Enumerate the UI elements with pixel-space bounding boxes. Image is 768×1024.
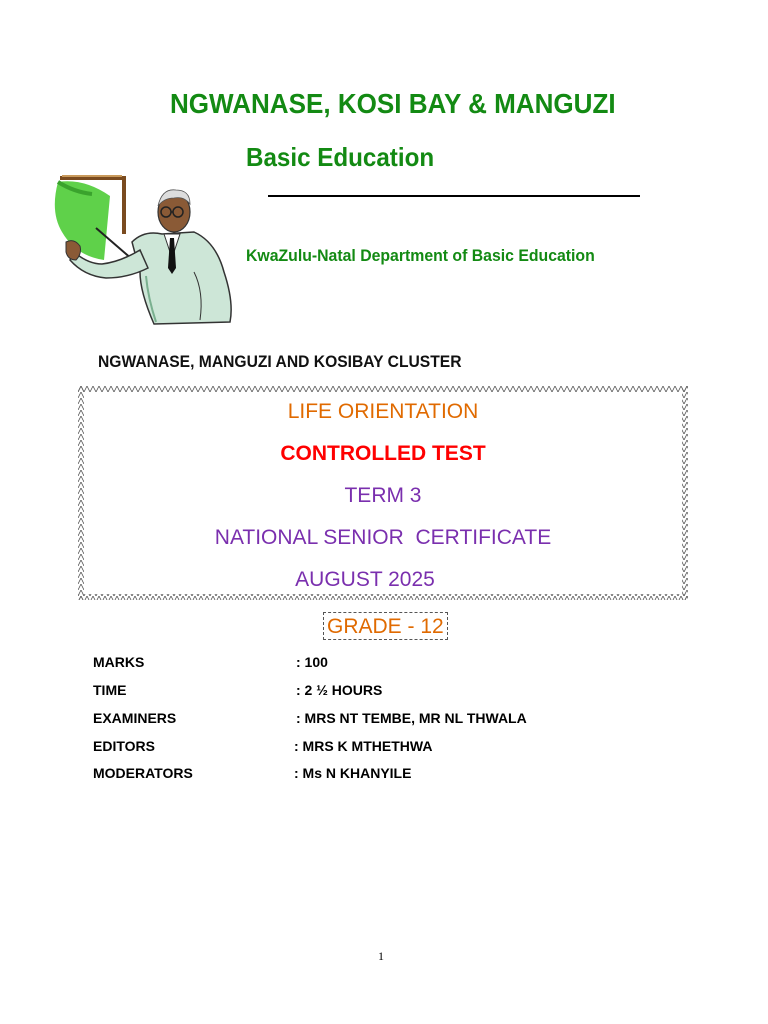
info-label: MARKS xyxy=(93,654,145,670)
info-value: : 100 xyxy=(296,654,328,670)
term-label: TERM 3 xyxy=(344,484,422,507)
title-box xyxy=(78,386,688,600)
exam-date: AUGUST 2025 xyxy=(295,568,435,591)
test-type: CONTROLLED TEST xyxy=(280,442,486,465)
info-value: : Ms N KHANYILE xyxy=(294,765,412,781)
info-label: MODERATORS xyxy=(93,765,193,781)
page-number: 1 xyxy=(378,949,384,963)
info-value: : MRS K MTHETHWA xyxy=(294,738,433,754)
subject-title: LIFE ORIENTATION xyxy=(287,400,479,423)
department-name: KwaZulu-Natal Department of Basic Education xyxy=(246,246,595,265)
info-label: EXAMINERS xyxy=(93,710,177,726)
teacher-illustration xyxy=(44,172,240,328)
cluster-name: NGWANASE, MANGUZI AND KOSIBAY CLUSTER xyxy=(98,352,462,371)
info-value: : 2 ½ HOURS xyxy=(296,682,383,698)
certificate-label: NATIONAL SENIOR CERTIFICATE xyxy=(214,526,552,549)
info-value: : MRS NT TEMBE, MR NL THWALA xyxy=(296,710,527,726)
region-title: NGWANASE, KOSI BAY & MANGUZI xyxy=(170,88,616,119)
info-label: EDITORS xyxy=(93,738,155,754)
info-label: TIME xyxy=(93,682,127,698)
grade-label: GRADE - 12 xyxy=(323,612,448,640)
sub-title: Basic Education xyxy=(246,142,435,172)
header-divider xyxy=(268,195,640,197)
